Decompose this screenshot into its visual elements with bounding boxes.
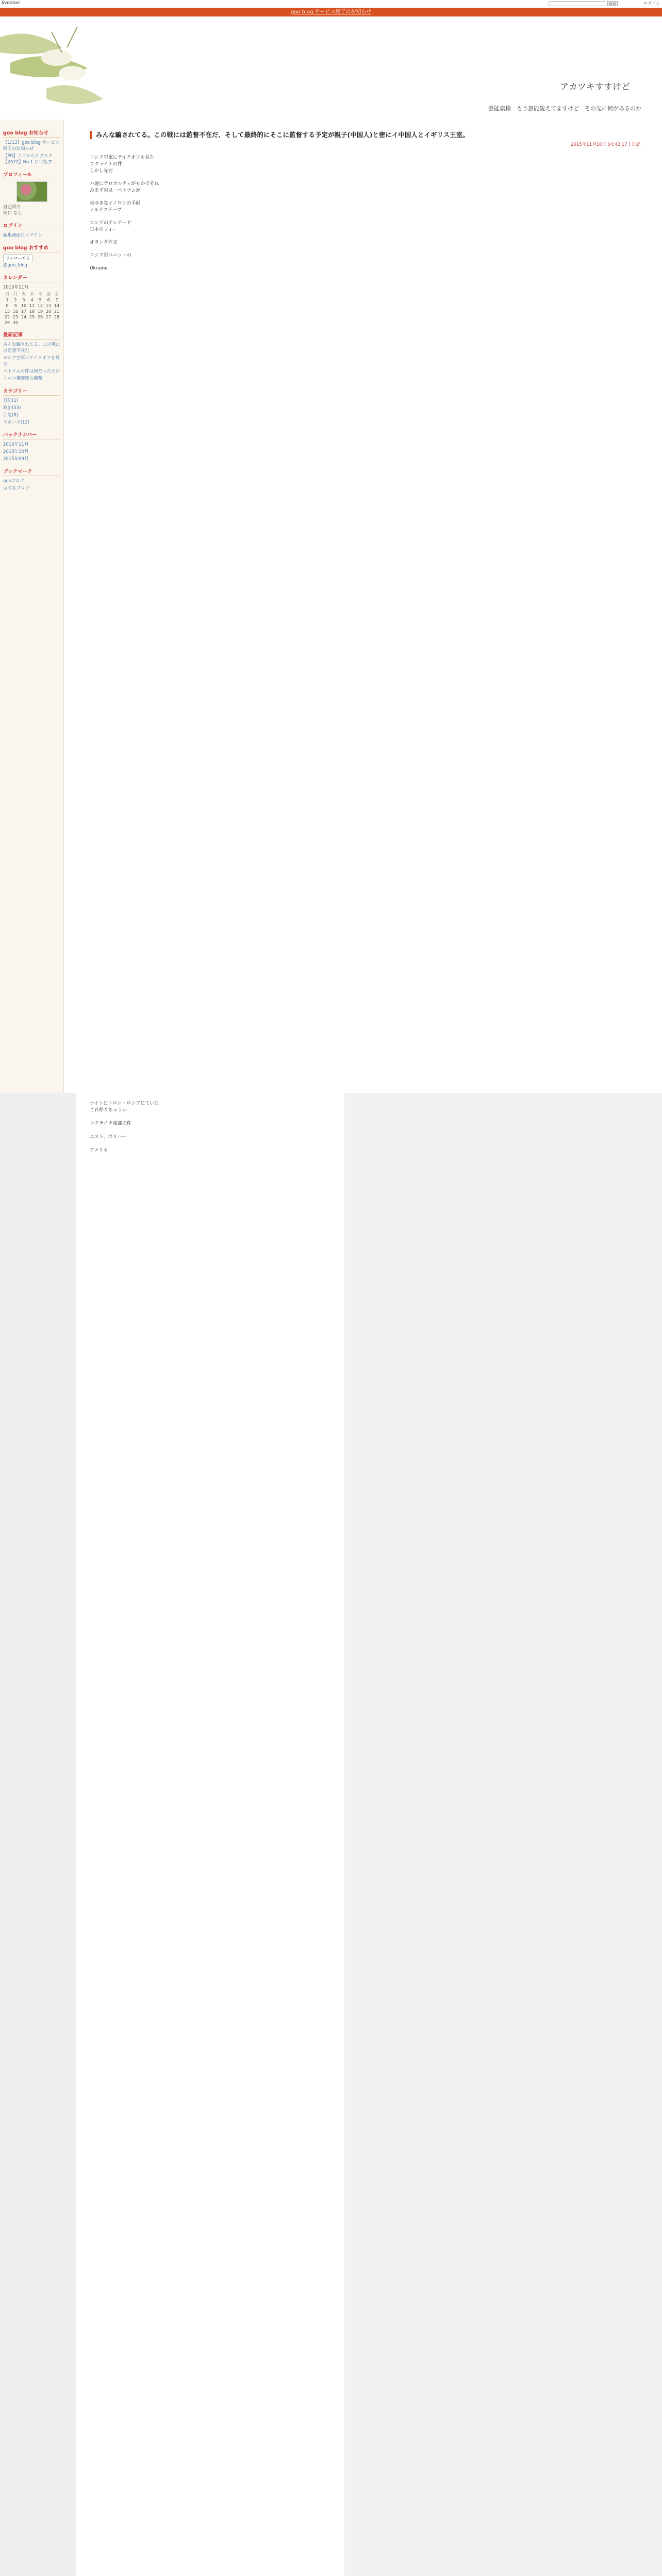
post-paragraph xyxy=(90,220,640,233)
post-paragraph xyxy=(90,240,640,246)
calendar-cell[interactable]: 18 xyxy=(29,309,35,314)
calendar-cell[interactable]: 13 xyxy=(45,303,52,308)
calendar-day-header: 金 xyxy=(46,292,51,296)
profile-heading: プロフィール xyxy=(3,171,60,179)
continuation-paragraph xyxy=(90,1121,331,1127)
rss-link[interactable]: @goo_blog xyxy=(3,263,27,268)
recent-heading: 最新記事 xyxy=(3,331,60,340)
calendar-cell[interactable]: 6 xyxy=(47,298,50,302)
calendar-cell[interactable]: 4 xyxy=(30,298,34,302)
main-article xyxy=(76,120,654,1093)
calendar-day-header: 土 xyxy=(55,292,59,296)
post-paragraph xyxy=(90,155,640,175)
calendar-cell[interactable]: 7 xyxy=(55,298,58,302)
calendar-cell[interactable] xyxy=(53,320,61,326)
recent-item[interactable]: トルコ機撃墜の衝撃 xyxy=(3,376,43,381)
calendar-cell[interactable]: 26 xyxy=(37,315,43,319)
post-line: オランダ外交 xyxy=(90,240,118,245)
follow-button[interactable]: フォローする xyxy=(3,255,32,262)
calendar-cell[interactable]: 19 xyxy=(37,309,43,314)
calendar-day-header: 木 xyxy=(38,292,42,296)
service-notice-banner[interactable] xyxy=(0,8,662,16)
category-item[interactable]: スポーツ(12) xyxy=(3,420,30,425)
lower-left-strip xyxy=(0,1093,76,2576)
recent-item[interactable]: ベトナムの件は何だったのか xyxy=(3,369,60,374)
post-line: 日本のフォー xyxy=(90,227,118,232)
post-line: ノルドステーブ xyxy=(90,208,122,213)
category-heading: カテゴリー xyxy=(3,387,60,396)
calendar-day-header: 水 xyxy=(30,292,34,296)
calendar-cell[interactable] xyxy=(28,320,36,326)
post-line: しかし先だ xyxy=(90,168,113,174)
bookmark-item[interactable]: はてなブログ xyxy=(3,486,30,491)
top-bar xyxy=(0,0,662,7)
post-title[interactable]: みんな騙されてる。この戦には監督不在だ、そして最終的にそこに監督する予定が親子(中国人)と密にイ中国人とイギリス王室。 xyxy=(90,131,640,139)
post-paragraph xyxy=(90,200,640,214)
calendar-cell[interactable] xyxy=(36,320,44,326)
post-line: 東ゆきなイノロンの手紙 xyxy=(90,201,141,206)
calendar-cell[interactable]: 8 xyxy=(6,303,9,308)
sidebar xyxy=(0,120,64,1093)
news-item[interactable]: 【1/13】goo blog サービス終了のお知らせ xyxy=(3,140,60,151)
article-continuation xyxy=(76,1093,344,2576)
calendar-cell[interactable] xyxy=(20,320,28,326)
recent-item[interactable]: ロシア空軍にテイクオフを見た xyxy=(3,355,60,367)
calendar-cell[interactable]: 23 xyxy=(12,315,19,319)
post-paragraph xyxy=(90,265,640,272)
continuation-line: アメリカ xyxy=(90,1148,108,1153)
post-paragraph xyxy=(90,181,640,194)
blog-title[interactable]: アカツキすすけど xyxy=(560,82,630,92)
post-line: ロシア空軍にテイクオフを見た xyxy=(90,155,154,160)
calendar-cell[interactable]: 11 xyxy=(29,303,35,308)
calendar-heading: カレンダー xyxy=(3,274,60,282)
news-item[interactable]: 【PR】ここからサブスク【2022】No.1 に目指す xyxy=(3,154,53,165)
calendar-cell[interactable]: 17 xyxy=(21,309,27,314)
post-date: 2015年11月10日 04:42:17 | 日記 xyxy=(571,142,640,147)
calendar-cell[interactable]: 3 xyxy=(22,298,25,302)
category-item[interactable]: 政治(33) xyxy=(3,405,21,411)
continuation-line: これ帰りちゃうか xyxy=(90,1108,127,1113)
post-line: Ukraine xyxy=(90,266,108,271)
calendar-day-header: 火 xyxy=(22,292,26,296)
recent-item[interactable]: みんな騙されてる。この戦には監督不在だ xyxy=(3,342,60,353)
calendar-cell[interactable]: 20 xyxy=(45,309,52,314)
search-button[interactable]: 検索 xyxy=(607,1,618,6)
calendar-cell[interactable]: 29 xyxy=(4,320,10,325)
calendar-cell[interactable]: 1 xyxy=(6,298,9,302)
profile-sub: 例に なし xyxy=(3,211,22,216)
continuation-paragraph xyxy=(90,1134,331,1141)
post-line: ウクライナの件 xyxy=(90,162,122,167)
follow-heading: goo blog おすすめ xyxy=(3,244,60,252)
continuation-paragraph xyxy=(90,1100,331,1114)
calendar-cell[interactable]: 5 xyxy=(39,298,42,302)
login-heading: ログイン xyxy=(3,222,60,230)
post-line: ロシア軍ユニットの xyxy=(90,253,131,258)
backnumber-item[interactable]: 2015年10月 xyxy=(3,449,29,454)
calendar-cell[interactable]: 14 xyxy=(54,303,60,308)
continuation-paragraph xyxy=(90,1147,331,1154)
category-item[interactable]: 芸能(8) xyxy=(3,413,19,418)
blog-description: 芸能旗槍 もう芸能観えてますけど その先に何があるのか xyxy=(488,105,641,112)
calendar-cell[interactable]: 25 xyxy=(29,315,35,319)
calendar-table xyxy=(3,291,61,326)
continuation-line: ナイトにトロン・ロシアにていた xyxy=(90,1101,159,1106)
calendar-cell[interactable] xyxy=(44,320,53,326)
profile-avatar xyxy=(16,181,47,202)
calendar-cell[interactable]: 9 xyxy=(14,303,17,308)
backnumber-item[interactable]: 2015年11月 xyxy=(3,442,29,447)
calendar-cell[interactable]: 12 xyxy=(37,303,43,308)
calendar-cell[interactable]: 21 xyxy=(54,309,60,314)
post-line: ロシアのテレテード xyxy=(90,221,131,226)
continuation-line: エスト、ボリハー xyxy=(90,1134,126,1140)
service-notice-link[interactable]: goo blog サービス終了のお知らせ xyxy=(290,9,372,15)
calendar-cell[interactable]: 10 xyxy=(21,303,27,308)
calendar-cell[interactable]: 30 xyxy=(12,320,19,325)
continuation-line: ウクライナ東部の件 xyxy=(90,1121,131,1126)
search-input[interactable] xyxy=(549,1,605,6)
login-link[interactable]: ログイン xyxy=(643,1,660,6)
news-heading: goo blog お知らせ xyxy=(3,129,60,138)
calendar-day-header: 月 xyxy=(13,292,18,296)
calendar-cell[interactable]: 2 xyxy=(14,298,17,302)
calendar-day-header: 日 xyxy=(5,292,9,296)
bookmark-item[interactable]: gooブログ xyxy=(3,479,25,484)
calendar-cell[interactable]: 24 xyxy=(21,315,27,319)
calendar-cell[interactable]: 16 xyxy=(12,309,19,314)
post-line: ハ週にテロホルティがもかでそれ xyxy=(90,181,159,187)
post-line: みまず東は一ベトナムが xyxy=(90,188,141,193)
site-logo[interactable]: livedoor xyxy=(2,1,21,6)
bookmark-heading: ブックマーク xyxy=(3,467,60,476)
lily-decoration-image xyxy=(0,16,119,125)
calendar-cell[interactable]: 28 xyxy=(54,315,60,319)
login-link-sidebar[interactable]: 編集画面にログイン xyxy=(3,233,43,238)
category-item[interactable]: 日記(1) xyxy=(3,398,19,403)
calendar-cell[interactable]: 27 xyxy=(45,315,52,319)
post-paragraph xyxy=(90,252,640,259)
backnumber-item[interactable]: 2015年09月 xyxy=(3,456,29,462)
calendar-cell[interactable]: 15 xyxy=(4,309,10,314)
profile-name: 自己紹介 xyxy=(3,205,21,210)
calendar-cell[interactable]: 22 xyxy=(4,315,10,319)
backnumber-heading: バックナンバー xyxy=(3,431,60,439)
calendar-month: 2015年11月 xyxy=(3,285,29,290)
